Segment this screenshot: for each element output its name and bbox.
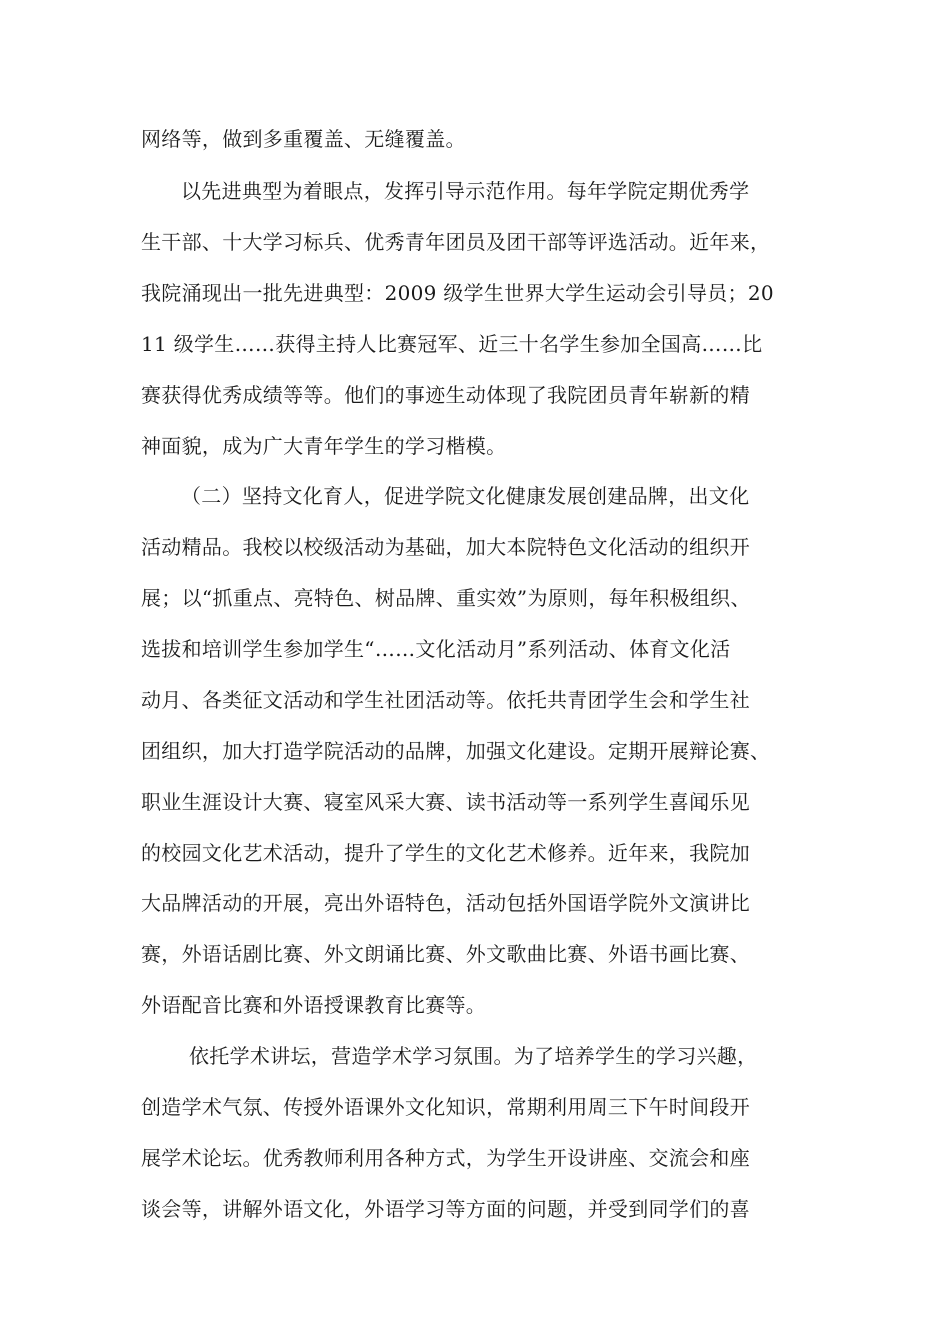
text-line-10: 展；以“抓重点、亮特色、树品牌、重实效”为原则，每年积极组织、 <box>141 586 751 610</box>
text-line-8: （二）坚持文化育人，促进学院文化健康发展创建品牌，出文化 <box>181 484 750 508</box>
text-line-20: 创造学术气氛、传授外语课外文化知识，常期利用周三下午时间段开 <box>141 1095 750 1119</box>
text-line-9: 活动精品。我校以校级活动为基础，加大本院特色文化活动的组织开 <box>141 535 750 559</box>
text-line-7: 神面貌，成为广大青年学生的学习楷模。 <box>141 434 507 458</box>
text-line-4: 我院涌现出一批先进典型：2009 级学生世界大学生运动会引导员；20 <box>141 281 774 305</box>
text-line-17: 赛，外语话剧比赛、外文朗诵比赛、外文歌曲比赛、外语书画比赛、 <box>141 942 750 966</box>
text-line-21: 展学术论坛。优秀教师利用各种方式，为学生开设讲座、交流会和座 <box>141 1146 750 1170</box>
text-line-3: 生干部、十大学习标兵、优秀青年团员及团干部等评选活动。近年来， <box>141 230 771 254</box>
text-line-6: 赛获得优秀成绩等等。他们的事迹生动体现了我院团员青年崭新的精 <box>141 383 750 407</box>
text-line-1: 网络等，做到多重覆盖、无缝覆盖。 <box>141 127 466 151</box>
text-line-22: 谈会等，讲解外语文化，外语学习等方面的问题，并受到同学们的喜 <box>141 1197 750 1221</box>
text-line-16: 大品牌活动的开展，亮出外语特色，活动包括外国语学院外文演讲比 <box>141 891 750 915</box>
text-line-19: 依托学术讲坛，营造学术学习氛围。为了培养学生的学习兴趣， <box>189 1044 758 1068</box>
text-line-5: 11 级学生……获得主持人比赛冠军、近三十名学生参加全国高……比 <box>141 332 763 356</box>
text-line-18: 外语配音比赛和外语授课教育比赛等。 <box>141 993 487 1017</box>
text-line-13: 团组织，加大打造学院活动的品牌，加强文化建设。定期开展辩论赛、 <box>141 739 771 763</box>
text-line-12: 动月、各类征文活动和学生社团活动等。依托共青团学生会和学生社 <box>141 688 750 712</box>
text-line-2: 以先进典型为着眼点，发挥引导示范作用。每年学院定期优秀学 <box>181 179 750 203</box>
text-line-14: 职业生涯设计大赛、寝室风采大赛、读书活动等一系列学生喜闻乐见 <box>141 790 750 814</box>
text-line-11: 选拔和培训学生参加学生“……文化活动月”系列活动、体育文化活 <box>141 637 731 661</box>
text-line-15: 的校园文化艺术活动，提升了学生的文化艺术修养。近年来，我院加 <box>141 841 750 865</box>
